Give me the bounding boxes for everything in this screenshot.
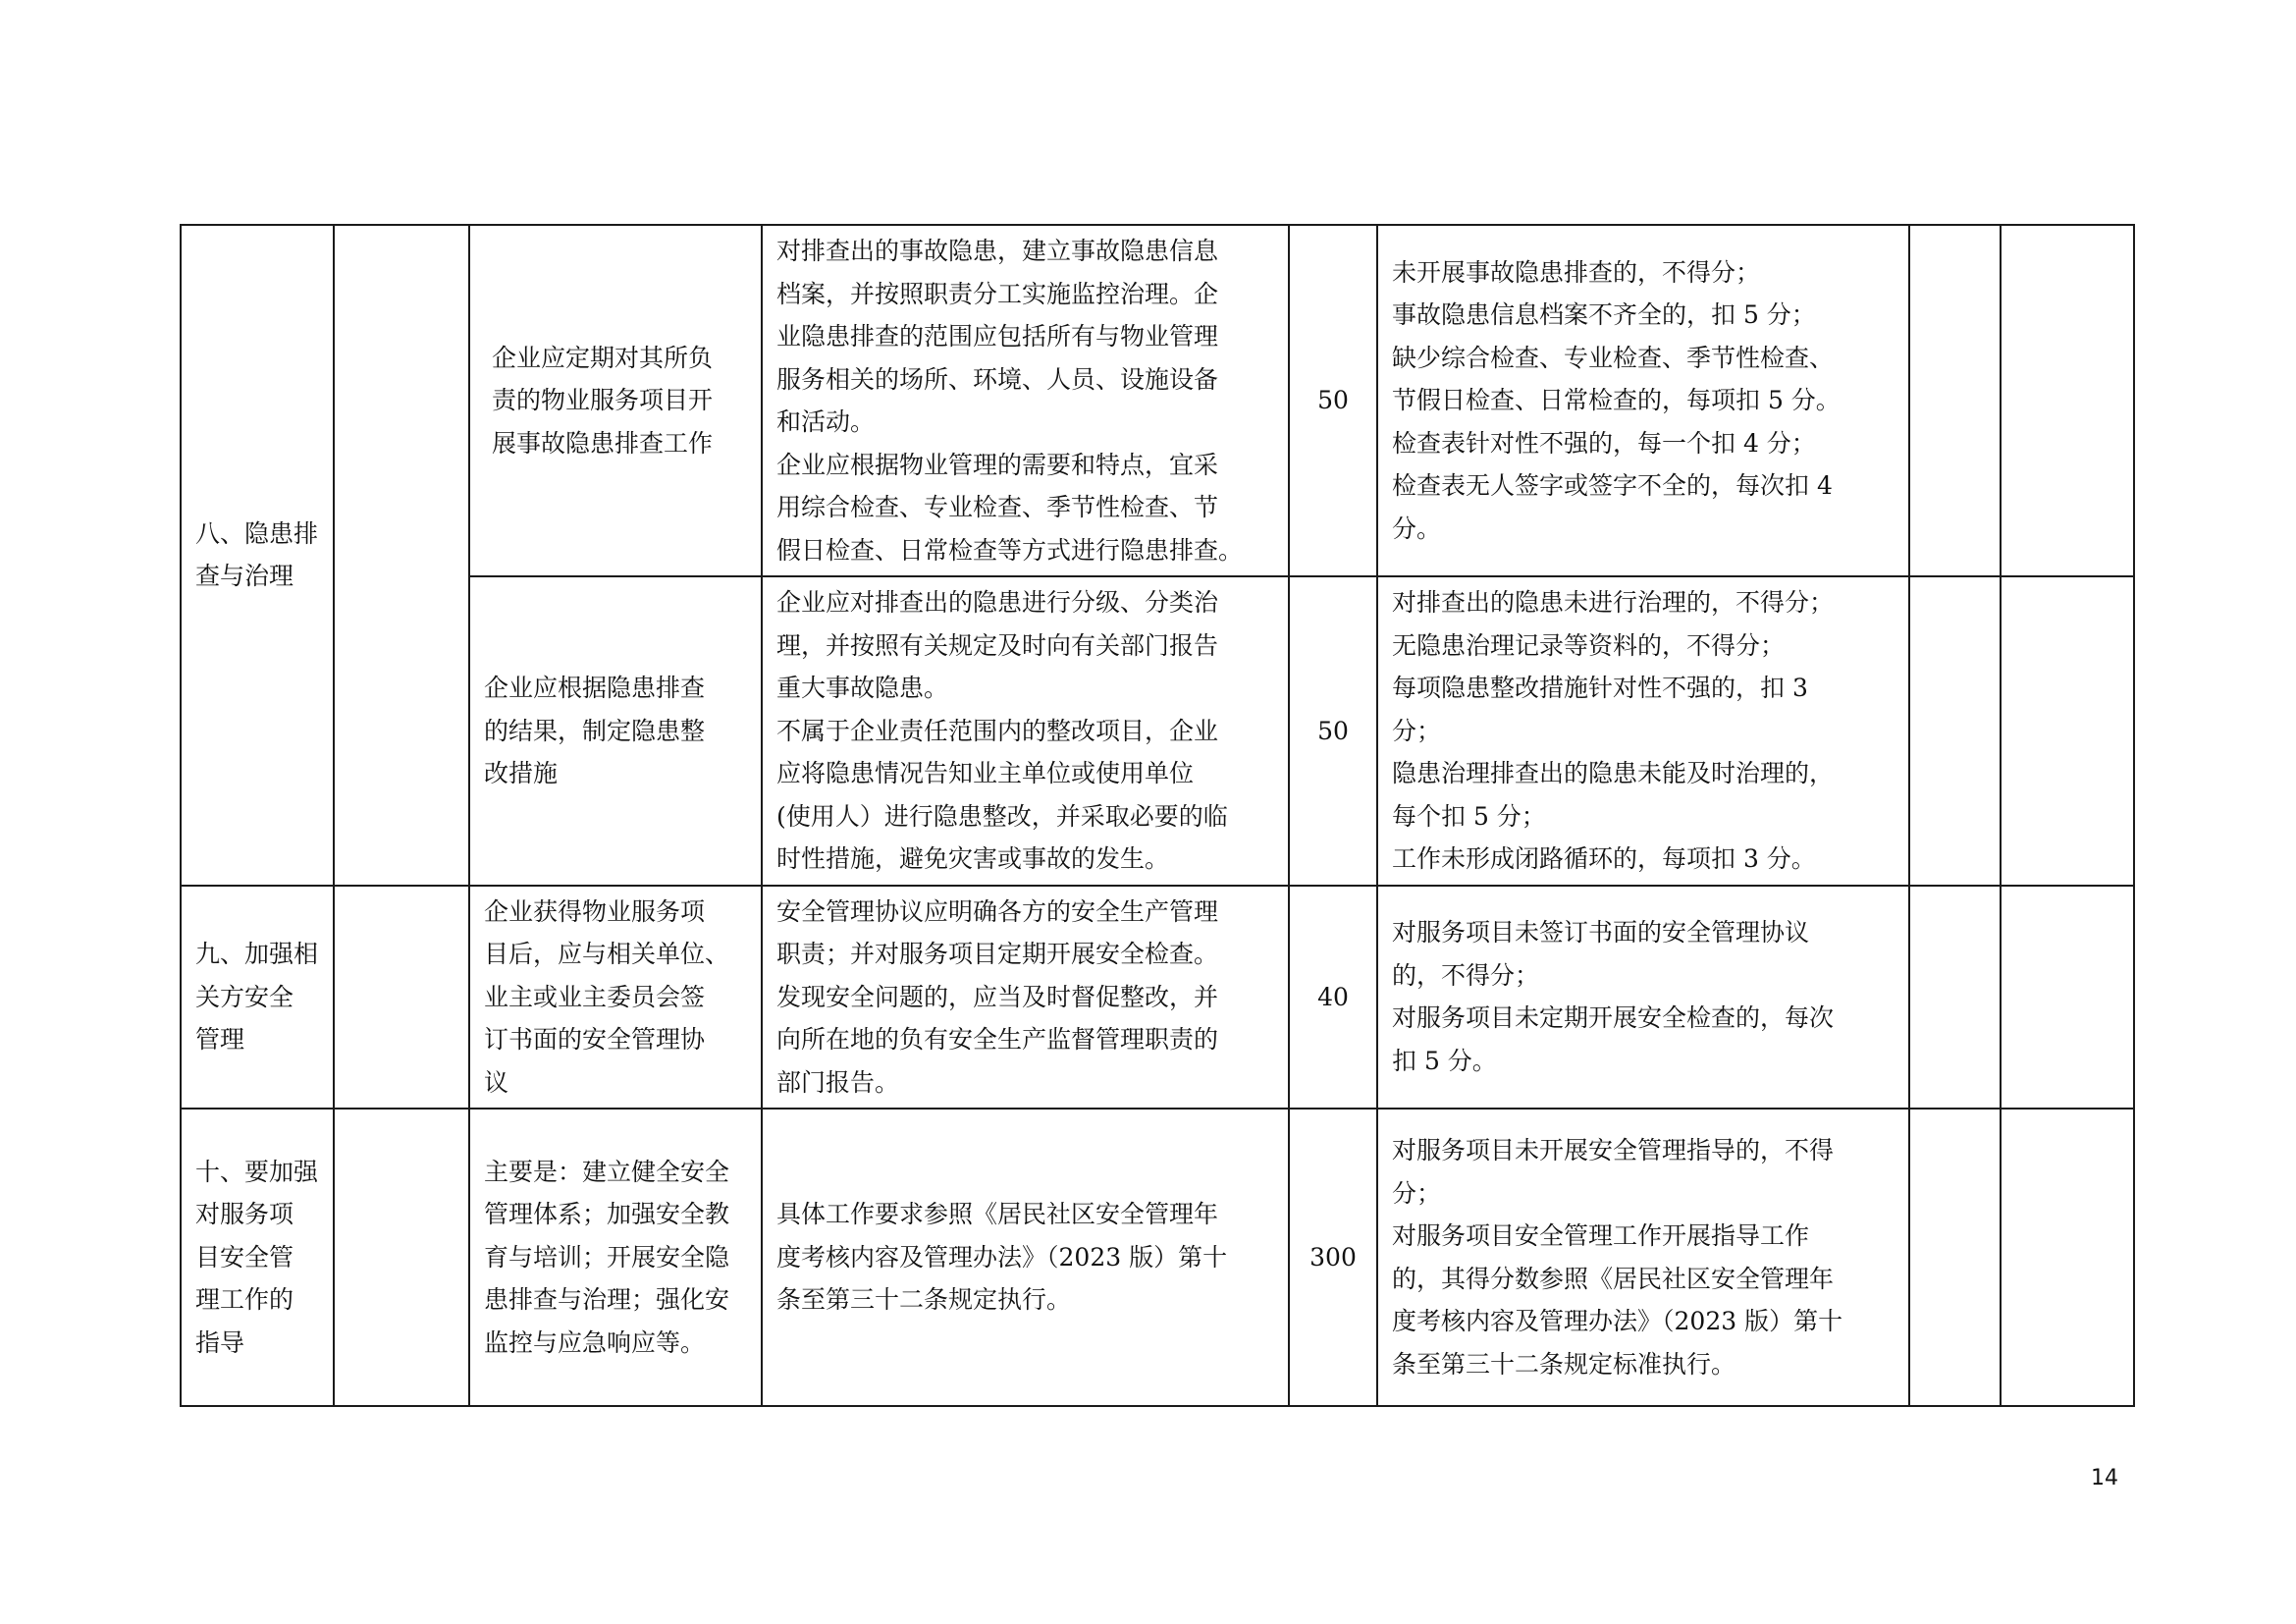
empty-cell xyxy=(2001,225,2134,576)
requirement-cell: 主要是：建立健全安全 管理体系；加强安全教 育与培训；开展安全隐 患排查与治理；强化安 监控与应急响应等。 xyxy=(469,1109,762,1406)
content-cell: 具体工作要求参照《居民社区安全管理年 度考核内容及管理办法》（2023 版）第十 条至第三十二条规定执行。 xyxy=(762,1109,1289,1406)
empty-cell xyxy=(1909,576,2001,886)
assessment-table xyxy=(180,224,2135,1407)
empty-cell xyxy=(334,886,469,1110)
score-cell: 50 xyxy=(1289,576,1377,886)
empty-cell xyxy=(1909,1109,2001,1406)
table-row xyxy=(181,886,2134,1110)
empty-cell xyxy=(334,225,469,886)
score-cell: 300 xyxy=(1289,1109,1377,1406)
criteria-cell: 对服务项目未开展安全管理指导的，不得 分； 对服务项目安全管理工作开展指导工作 的，其得分数参照《居民社区安全管理年 度考核内容及管理办法》（2023 版）第十 条至第三十二条规定标准执行。 xyxy=(1377,1109,1909,1406)
empty-cell xyxy=(1909,225,2001,576)
criteria-cell: 对排查出的隐患未进行治理的，不得分； 无隐患治理记录等资料的，不得分； 每项隐患整改措施针对性不强的，扣 3 分； 隐患治理排查出的隐患未能及时治理的， 每个扣 5 分； 工作未形成闭路循环的，每项扣 3 分。 xyxy=(1377,576,1909,886)
criteria-cell: 未开展事故隐患排查的，不得分； 事故隐患信息档案不齐全的，扣 5 分； 缺少综合检查、专业检查、季节性检查、 节假日检查、日常检查的，每项扣 5 分。 检查表针对性不强的，每一个扣 4 分； 检查表无人签字或签字不全的，每次扣 4 分。 xyxy=(1377,225,1909,576)
empty-cell xyxy=(1909,886,2001,1110)
page-number: 14 xyxy=(2091,1466,2118,1490)
requirement-cell: 企业应根据隐患排查 的结果，制定隐患整 改措施 xyxy=(469,576,762,886)
category-cell: 九、加强相 关方安全 管理 xyxy=(181,886,334,1110)
table-row xyxy=(181,225,2134,576)
table-row xyxy=(181,576,2134,886)
empty-cell xyxy=(2001,576,2134,886)
table-row xyxy=(181,1109,2134,1406)
criteria-cell: 对服务项目未签订书面的安全管理协议 的，不得分； 对服务项目未定期开展安全检查的，每次 扣 5 分。 xyxy=(1377,886,1909,1110)
content-cell: 企业应对排查出的隐患进行分级、分类治 理，并按照有关规定及时向有关部门报告 重大事故隐患。 不属于企业责任范围内的整改项目，企业 应将隐患情况告知业主单位或使用单位 (使用人）进行隐患整改，并采取必要的临 时性措施，避免灾害或事故的发生。 xyxy=(762,576,1289,886)
category-cell: 十、要加强 对服务项 目安全管 理工作的 指导 xyxy=(181,1109,334,1406)
requirement-cell: 企业应定期对其所负 责的物业服务项目开 展事故隐患排查工作 xyxy=(469,225,762,576)
requirement-cell: 企业获得物业服务项 目后，应与相关单位、 业主或业主委员会签 订书面的安全管理协 议 xyxy=(469,886,762,1110)
score-cell: 50 xyxy=(1289,225,1377,576)
empty-cell xyxy=(2001,886,2134,1110)
content-cell: 安全管理协议应明确各方的安全生产管理 职责；并对服务项目定期开展安全检查。 发现安全问题的，应当及时督促整改，并 向所在地的负有安全生产监督管理职责的 部门报告。 xyxy=(762,886,1289,1110)
content-cell: 对排查出的事故隐患，建立事故隐患信息 档案，并按照职责分工实施监控治理。企 业隐患排查的范围应包括所有与物业管理 服务相关的场所、环境、人员、设施设备 和活动。 企业应根据物业管理的需要和特点，宜采 用综合检查、专业检查、季节性检查、节 假日检查、日常检查等方式进行隐患排查。 xyxy=(762,225,1289,576)
category-cell: 八、隐患排 查与治理 xyxy=(181,225,334,886)
empty-cell xyxy=(334,1109,469,1406)
empty-cell xyxy=(2001,1109,2134,1406)
score-cell: 40 xyxy=(1289,886,1377,1110)
